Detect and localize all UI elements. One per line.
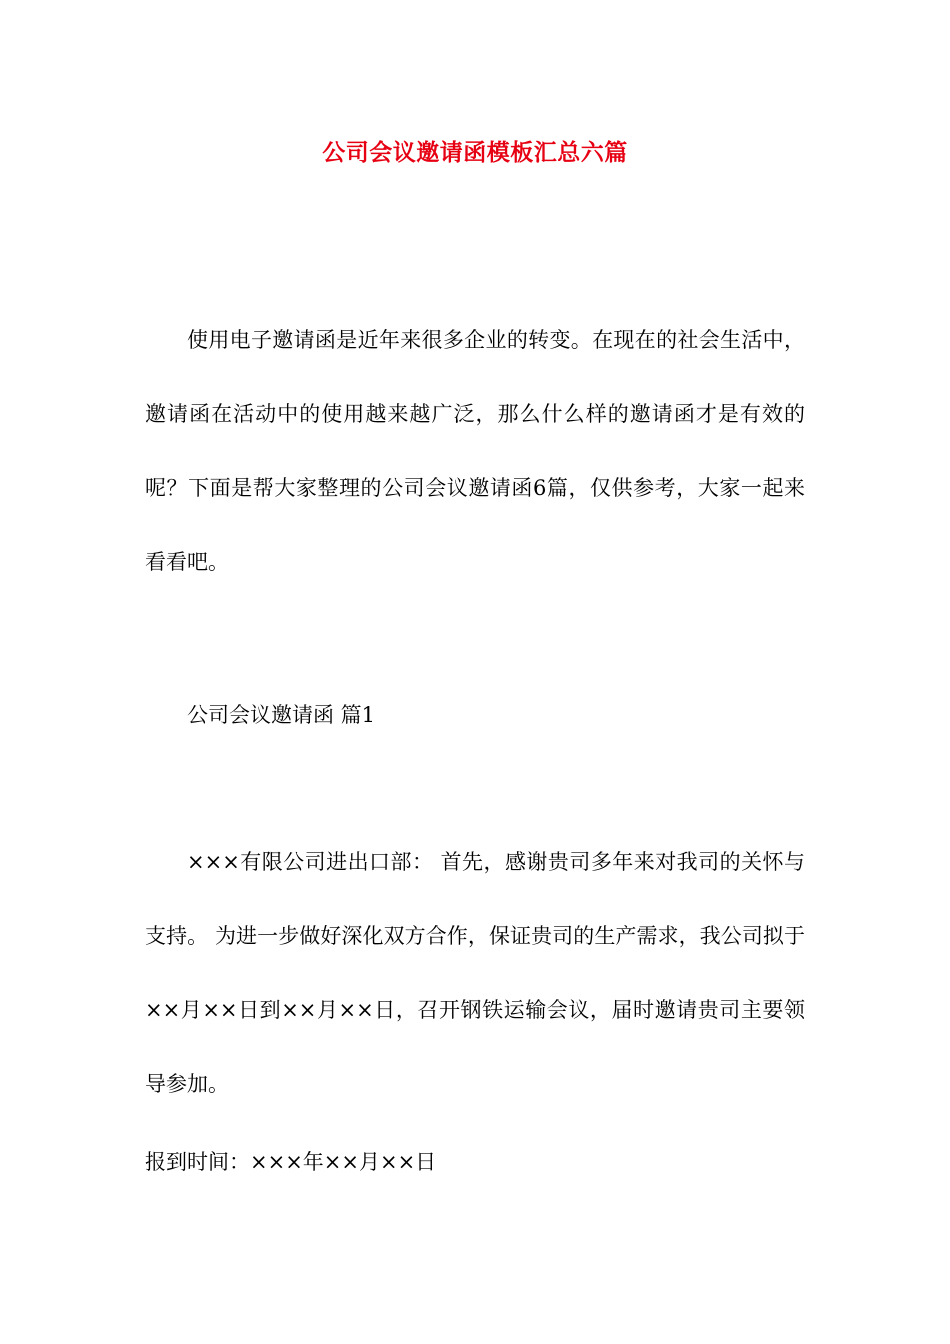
intro-paragraph: 使用电子邀请函是近年来很多企业的转变。在现在的社会生活中，邀请函在活动中的使用越来越广泛，那么什么样的邀请函才是有效的呢？下面是帮大家整理的公司会议邀请函6篇，仅供参考，大家一起来看看吧。 — [145, 328, 805, 574]
document-title: 公司会议邀请函模板汇总六篇 — [322, 139, 628, 166]
report-time-line: 报到时间：×××年××月××日 — [145, 1150, 437, 1174]
section-body-paragraph: ×××有限公司进出口部： 首先，感谢贵司多年来对我司的关怀与支持。 为进一步做好深化双方合作，保证贵司的生产需求，我公司拟于××月××日到××月××日，召开钢铁运输会议，届时邀请贵司主要领导参加。 — [145, 850, 805, 1096]
section-heading: 公司会议邀请函 篇1 — [187, 703, 376, 727]
